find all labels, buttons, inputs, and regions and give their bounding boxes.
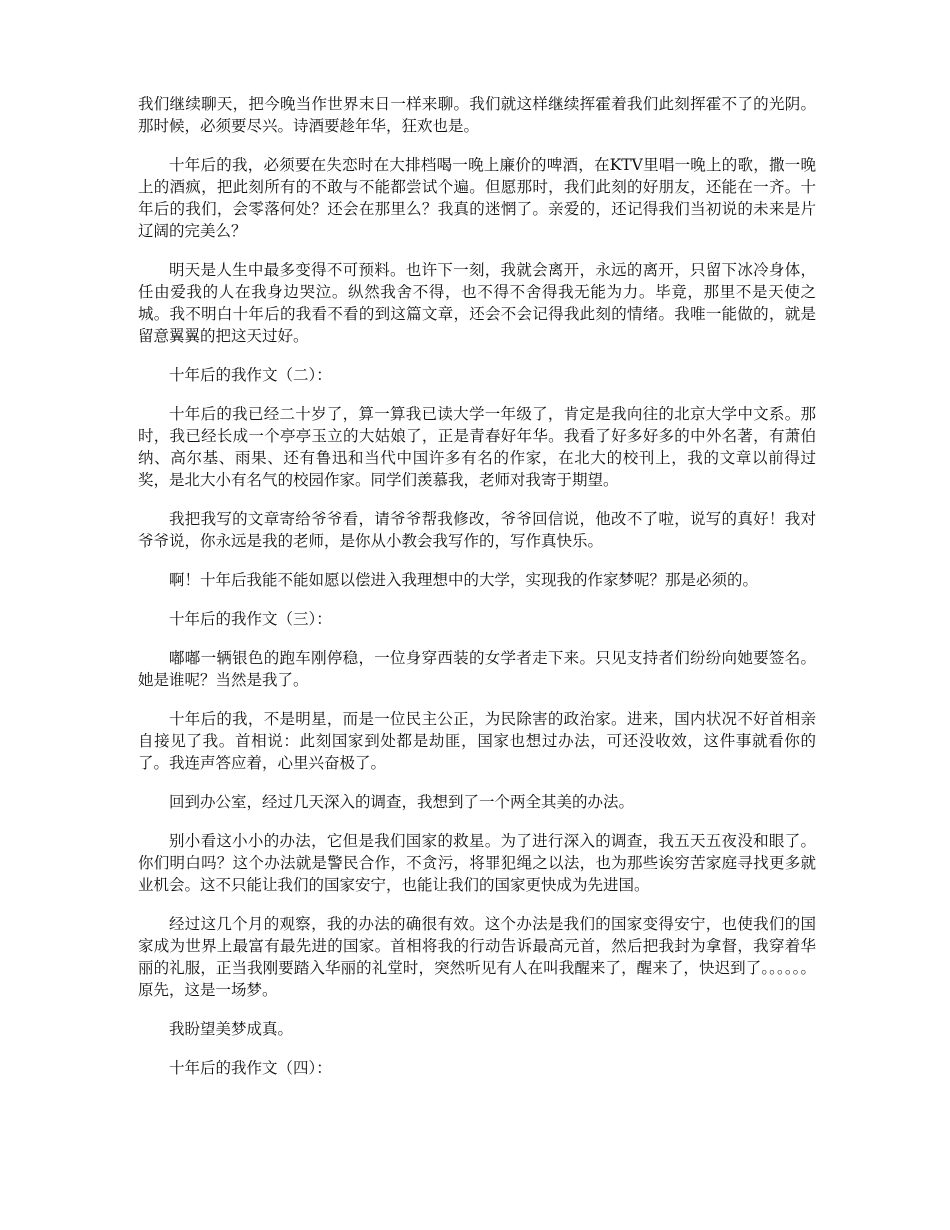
document-body bbox=[138, 93, 816, 1096]
paragraph: 我们继续聊天，把今晚当作世界末日一样来聊。我们就这样继续挥霍着我们此刻挥霍不了的光阴。那时候，必须要尽兴。诗酒要趁年华，狂欢也是。 bbox=[138, 95, 816, 135]
paragraph: 嘟嘟一辆银色的跑车刚停稳，一位身穿西装的女学者走下来。只见支持者们纷纷向她要签名。她是谁呢？当然是我了。 bbox=[138, 649, 816, 689]
paragraph: 十年后的我，必须要在失恋时在大排档喝一晚上廉价的啤酒，在KTV里唱一晚上的歌，撒一晚上的酒疯，把此刻所有的不敢与不能都尝试个遍。但愿那时，我们此刻的好朋友，还能在一齐。十年后的我们，会零落何处？还会在那里么？我真的迷惘了。亲爱的，还记得我们当初说的未来是片辽阔的完美么？ bbox=[138, 156, 816, 240]
paragraph: 别小看这小小的办法，它但是我们国家的救星。为了进行深入的调查，我五天五夜没和眼了。你们明白吗？这个办法就是警民合作，不贪污，将罪犯绳之以法，也为那些诶穷苦家庭寻找更多就业机会。这不只能让我们的国家安宁，也能让我们的国家更快成为先进国。 bbox=[138, 832, 816, 894]
paragraph: 我盼望美梦成真。 bbox=[169, 1020, 294, 1038]
paragraph: 经过这几个月的观察，我的办法的确很有效。这个办法是我们的国家变得安宁，也使我们的国家成为世界上最富有最先进的国家。首相将我的行动告诉最高元首，然后把我封为拿督，我穿着华丽的礼服，正当我刚要踏入华丽的礼堂时，突然听见有人在叫我醒来了，醒来了，快迟到了。。。。。。原先，这是一场梦。 bbox=[138, 915, 816, 999]
section-heading: 十年后的我作文（二）： bbox=[169, 366, 332, 384]
paragraph: 啊！十年后我能不能如愿以偿进入我理想中的大学，实现我的作家梦呢？那是必须的。 bbox=[169, 571, 759, 589]
paragraph: 十年后的我，不是明星，而是一位民主公正，为民除害的政治家。进来，国内状况不好首相亲自接见了我。首相说：此刻国家到处都是劫匪，国家也想过办法，可还没收效，这件事就看你的了。我连声答应着，心里兴奋极了。 bbox=[138, 710, 816, 772]
section-heading: 十年后的我作文（四）： bbox=[169, 1059, 332, 1077]
paragraph: 十年后的我已经二十岁了，算一算我已读大学一年级了，肯定是我向往的北京大学中文系。那时，我已经长成一个亭亭玉立的大姑娘了，正是青春好年华。我看了好多好多的中外名著，有萧伯纳、高尔基、雨果、还有鲁迅和当代中国许多有名的作家，在北大的校刊上，我的文章以前得过奖，是北大小有名气的校园作家。同学们羡慕我，老师对我寄于期望。 bbox=[138, 405, 816, 489]
paragraph: 我把我写的文章寄给爷爷看，请爷爷帮我修改，爷爷回信说，他改不了啦，说写的真好！我对爷爷说，你永远是我的老师，是你从小教会我写作的，写作真快乐。 bbox=[138, 510, 816, 550]
section-heading: 十年后的我作文（三）： bbox=[169, 610, 332, 628]
paragraph: 回到办公室，经过几天深入的调查，我想到了一个两全其美的办法。 bbox=[169, 793, 635, 811]
paragraph: 明天是人生中最多变得不可预料。也许下一刻，我就会离开，永远的离开，只留下冰冷身体，任由爱我的人在我身边哭泣。纵然我舍不得，也不得不舍得我无能为力。毕竟，那里不是天使之城。我不明白十年后的我看不看的到这篇文章，还会不会记得我此刻的情绪。我唯一能做的，就是留意翼翼的把这天过好。 bbox=[138, 261, 816, 345]
